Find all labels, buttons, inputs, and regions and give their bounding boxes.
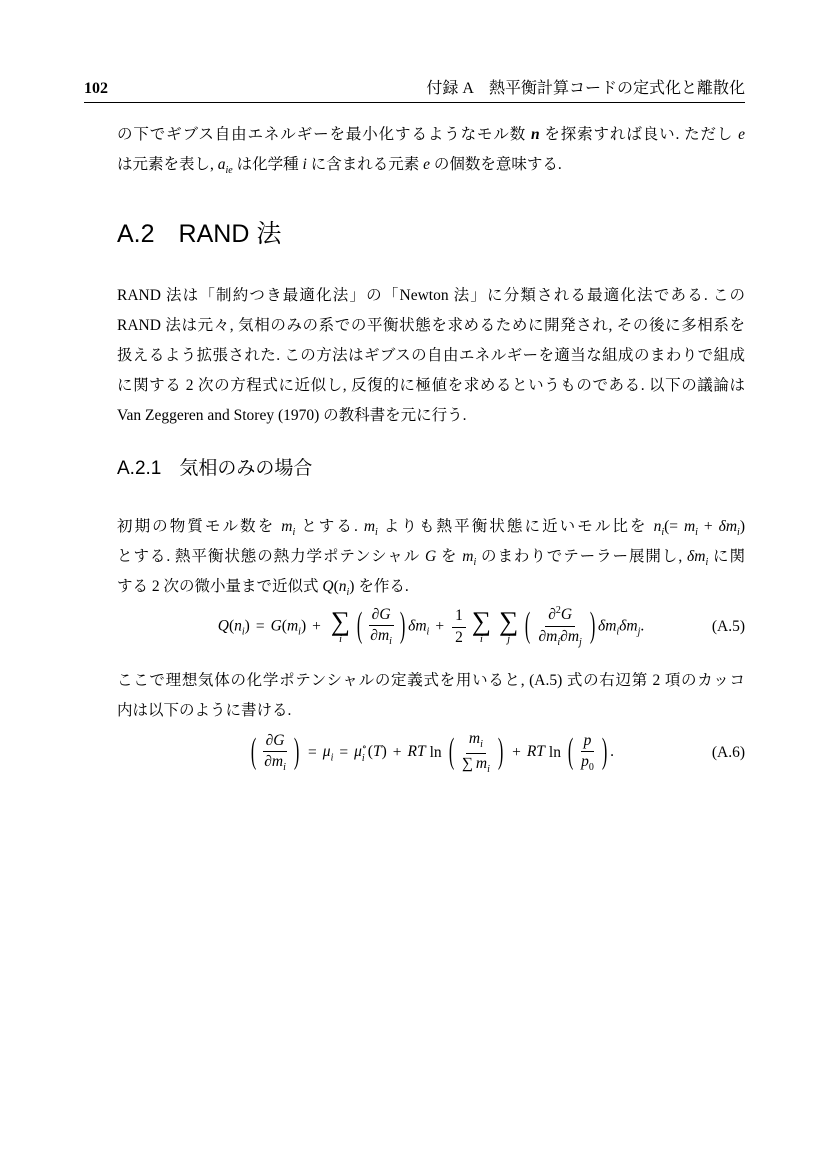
math-var-m: m [271,753,284,771]
text-line: ここで理想気体の化学ポテンシャルの定義式を用いると, (A.5) 式の右辺第 2 項のカッコ [117,672,745,689]
math-sup-circ: ∘ [361,741,367,753]
math-sub-i: i [695,527,698,539]
fraction-d2G-dmidmj [535,605,584,649]
equation-a5-math [218,605,645,649]
text-segment: とする. 熱平衡状態の熱力学ポテンシャル [117,548,425,565]
mu-supsub [362,742,367,765]
math-sup-2: 2 [555,605,561,617]
subsection-number: A.2.1 [117,458,162,479]
math-var-i: i [302,156,307,173]
math-sub-i: i [557,636,561,648]
fraction-denominator: 2 [455,628,463,646]
plus-sign: + [312,617,321,635]
math-var-n: n [653,518,662,535]
subsection-title: 気相のみの場合 [179,458,313,479]
equation-a6-math [248,730,614,775]
math-var-n-bold: n [530,126,540,143]
math-sub-i: i [473,557,477,569]
text-segment: に含まれる元素 [306,156,424,173]
fraction-p-over-p0 [578,732,597,775]
fraction-one-half [452,607,466,647]
fraction-denominator [367,626,395,648]
text-segment: のまわりでテーラー展開し, [476,548,688,565]
math-paren: ) [300,617,307,635]
fraction-numerator [581,732,595,753]
math-var-RT: RT [526,743,545,761]
math-sub-ie: ie [225,165,233,177]
math-var-e: e [423,156,430,173]
math-var-m: m [377,627,390,645]
text-segment: + [697,518,719,535]
text-segment: の下でギブス自由エネルギーを最小化するようなモル数 [117,126,531,143]
big-left-paren: ( [525,605,531,646]
math-var-delta: δ [597,617,606,635]
sigma-icon: ∑ [330,605,351,636]
summation-j [499,605,519,646]
big-left-paren: ( [356,605,363,646]
math-var-p: p [583,731,592,749]
math-var-delta: δ [408,617,416,635]
math-var-RT: RT [407,743,426,761]
math-var-m: m [546,627,558,645]
fraction-denominator [261,752,289,774]
math-var-G: G [273,731,285,749]
math-var-G: G [424,548,437,565]
plus-sign: + [392,743,402,761]
fraction-numerator [263,732,288,753]
math-var-delta: δ [718,518,726,535]
big-right-paren: ) [293,731,300,772]
math-var-Q: Q [322,578,334,595]
page-header [84,75,745,103]
page-number: 102 [84,80,108,97]
math-sub-i: i [705,557,709,569]
fraction-dG-dmi [261,732,289,775]
text-segment: ) [739,518,745,535]
partial-icon: ∂ [560,627,568,645]
math-var-n: n [234,617,242,635]
text-line [117,512,745,542]
math-var-a: a [217,156,226,173]
fraction-dG-dmi [367,606,395,649]
math-paren: ( [333,578,339,595]
partial-icon: ∂ [264,753,272,771]
math-var-m: m [363,518,376,535]
math-sub-i: i [661,527,665,539]
big-right-paren: ) [589,605,596,646]
section-a2-paragraph [117,281,745,431]
text-line [117,542,745,572]
summation-i [471,605,492,646]
math-sub-i: i [298,626,301,638]
math-var-m: m [286,617,299,635]
big-left-paren: ( [250,731,257,772]
math-var-delta: δ [687,548,695,565]
partial-icon: ∂ [265,731,274,749]
text-segment: を探索すれば良い. ただし [539,126,739,143]
text-line: RAND 法は元々, 気相のみの系での平衡状態を求めるために開発され, その後に多相系を [117,317,745,334]
text-segment: とする. [295,518,364,535]
equals-sign: = [255,617,265,635]
big-right-paren: ) [497,731,504,772]
sigma-icon: ∑ [461,754,473,772]
equals-sign: = [308,743,317,761]
text-line: 内は以下のように書ける. [117,702,292,719]
math-var-m: m [475,754,488,772]
math-sub-i: i [616,626,620,638]
math-sub-i: i [389,636,392,648]
math-var-p: p [581,753,589,771]
big-right-paren: ) [601,731,608,772]
math-var-T: T [372,743,382,761]
partial-icon: ∂ [370,627,378,645]
math-var-G: G [379,605,391,623]
math-var-e: e [738,126,745,143]
sum-limit-i: i [338,633,343,646]
ln-operator: ln [429,743,442,761]
sigma-icon: ∑ [471,605,492,636]
text-segment: よりも熱平衡状態に近いモル比を [377,518,654,535]
math-sub-0: 0 [588,762,594,774]
text-segment: 初期の物質モル数を [117,518,282,535]
math-sub-i: i [283,762,286,774]
math-var-Q: Q [217,617,229,635]
math-sub-i: i [330,752,334,764]
plus-sign: + [435,617,445,635]
text-segment: (= [664,518,684,535]
math-sub-i: i [292,527,296,539]
math-paren: ) [381,743,387,761]
math-var-m: m [468,730,481,748]
intro-line-2 [117,150,745,180]
text-segment: は元素を表し, [117,156,218,173]
text-line: に関する 2 次の方程式に近似し, 反復的に極値を求めるというものである. 以下の議論は [117,377,745,394]
math-sub-i: i [426,626,430,638]
math-sub-i: i [487,763,490,775]
math-var-m: m [281,518,293,535]
partial-icon: ∂ [371,605,380,623]
fraction-denominator [459,754,493,776]
text-line: RAND 法は「制約つき最適化法」の「Newton 法」に分類される最適化法である. この [117,287,745,304]
subsection-heading-a21 [117,459,312,480]
math-var-m: m [683,518,696,535]
section-heading-a2 [117,221,281,249]
sigma-icon: ∑ [499,605,519,636]
fraction-denominator [578,752,597,774]
math-var-m: m [415,617,427,635]
math-sub-j: j [637,626,641,638]
equation-a6 [117,722,745,784]
text-segment: に関 [708,548,745,565]
section-number: A.2 [117,220,155,248]
period: . [640,617,645,635]
fraction-numerator [369,606,394,627]
equals-sign: = [339,743,349,761]
math-var-m: m [725,518,738,535]
partial-icon: ∂ [548,606,556,624]
sum-limit-j: j [507,633,511,646]
math-var-m: m [626,617,638,635]
intro-line-1 [117,120,745,150]
math-paren: ( [228,617,235,635]
math-var-m: m [567,627,580,645]
fraction-numerator [466,730,486,753]
text-segment: する 2 次の微小量まで近似式 [117,578,323,595]
sum-limit-i: i [479,633,483,646]
math-paren: ( [367,743,373,761]
math-var-mu: μ [322,743,331,761]
text-segment: の個数を意味する. [429,156,562,173]
big-right-paren: ) [399,605,406,646]
equation-number: (A.6) [711,744,745,761]
summation-i [330,605,351,646]
math-sub-i: i [375,527,378,539]
math-sub-i: i [480,739,483,751]
period: . [610,743,614,761]
math-sub-i: i [361,753,365,764]
math-var-m: m [462,548,474,565]
section-title: RAND 法 [178,220,282,248]
big-left-paren: ( [448,731,454,772]
math-var-G: G [560,606,573,624]
math-paren: ) [349,578,355,595]
equation-a5 [117,596,745,658]
math-sub-i: i [346,587,350,599]
math-paren: ) [244,617,250,635]
fraction-numerator [545,605,575,627]
math-sub-i: i [737,527,740,539]
text-line: 扱えるよう拡張された. この方法はギブスの自由エネルギーを適当な組成のまわりで組成 [117,347,745,364]
equation-number: (A.5) [711,618,745,635]
text-segment: を [436,548,463,565]
math-var-G: G [270,617,282,635]
fraction-numerator: 1 [452,607,466,628]
math-sub-i: i [241,626,245,638]
math-paren: ( [281,617,287,635]
text-line: Van Zeggeren and Storey (1970) の教科書を元に行う. [117,407,467,424]
fraction-mi-over-sum-mi [459,730,493,775]
partial-icon: ∂ [538,627,547,645]
text-segment: を作る. [354,578,409,595]
text-segment: は化学種 [232,156,303,173]
intro-paragraph [117,120,745,180]
big-left-paren: ( [567,731,574,772]
math-var-delta: δ [619,617,627,635]
math-var-n: n [338,578,347,595]
math-var-m: m [605,617,617,635]
ln-operator: ln [548,743,561,761]
math-var-mu: μ [354,743,362,761]
paragraph-after-a5 [117,666,745,726]
fraction-denominator [535,627,584,649]
math-var-m: m [694,548,706,565]
header-title: 付録 A 熱平衡計算コードの定式化と離散化 [426,80,745,97]
subsection-a21-paragraph [117,512,745,602]
plus-sign: + [512,743,521,761]
math-sub-j: j [579,636,582,648]
